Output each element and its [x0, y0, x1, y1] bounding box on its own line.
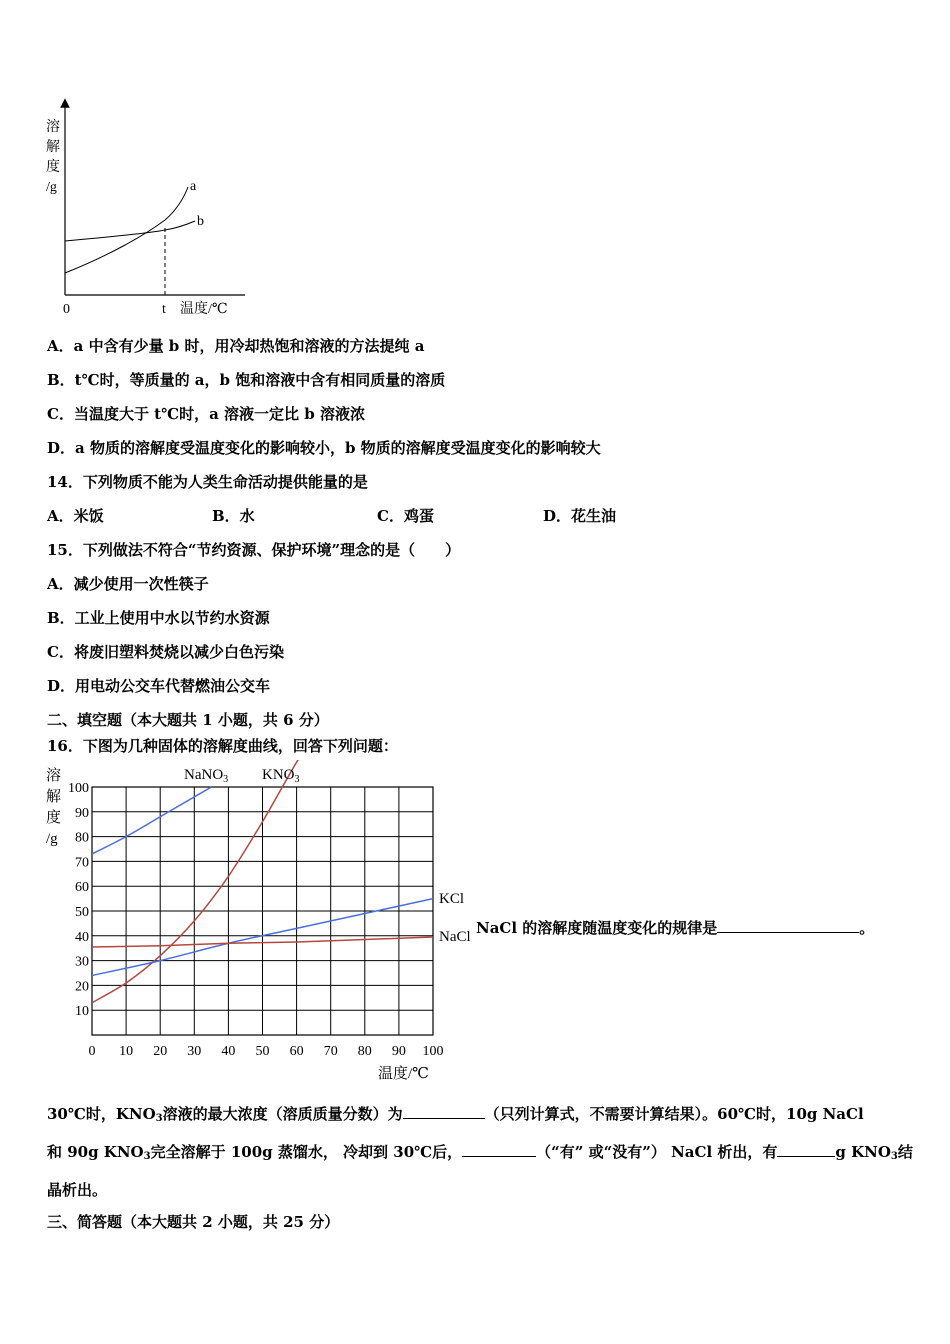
series-label-kno3	[262, 767, 300, 785]
x-tick-60: 60	[289, 1044, 304, 1059]
q13-option-c: C．当温度大于 t℃时，a 溶液一定比 b 溶液浓	[47, 405, 365, 423]
y-tick-30: 30	[75, 954, 89, 970]
q16-line-2	[47, 1142, 913, 1162]
series-label-sub: 3	[294, 774, 300, 785]
q13-option-b: B．t℃时，等质量的 a，b 饱和溶液中含有相同质量的溶质	[47, 371, 446, 389]
q15-option-d: D．用电动公交车代替燃油公交车	[47, 677, 271, 695]
fig1-ylabel-4: /g	[46, 180, 57, 195]
q16-l1-text-b: 溶液的最大浓度（溶质质量分数）为	[162, 1105, 403, 1123]
answer-blank-2[interactable]	[403, 1104, 485, 1119]
x-tick-30: 30	[187, 1044, 202, 1059]
y-tick-50: 50	[75, 905, 89, 920]
x-tick-70: 70	[323, 1044, 338, 1059]
series-kno3	[92, 760, 314, 1003]
q16-l2-sub-a: 3	[143, 1151, 151, 1162]
x-tick-50: 50	[255, 1044, 270, 1059]
y-label-char-1: 解	[46, 789, 62, 805]
curve-a	[65, 187, 188, 273]
curve-b-label: b	[197, 214, 204, 229]
series-label-main: NaCl	[439, 929, 471, 945]
q16-l2-text-c: （“有” 或“没有”） NaCl 析出，有	[536, 1143, 778, 1161]
fig1-ylabel-3: 度	[46, 160, 60, 175]
x-tick-0: 0	[88, 1044, 96, 1059]
answer-blank-1[interactable]	[717, 918, 859, 933]
q13-option-a: A．a 中含有少量 b 时，用冷却热饱和溶液的方法提纯 a	[47, 337, 425, 355]
y-tick-70: 70	[75, 855, 89, 871]
y-tick-90: 90	[75, 805, 89, 821]
solubility-chart	[40, 760, 480, 1085]
q15-option-c: C．将废旧塑料焚烧以减少白色污染	[47, 643, 284, 661]
q14-stem: 14．下列物质不能为人类生命活动提供能量的是	[47, 473, 368, 491]
x-tick-40: 40	[221, 1044, 236, 1059]
x-tick-20: 20	[153, 1044, 168, 1059]
q16-l2-text-a: 和 90g KNO	[47, 1143, 144, 1161]
fig1-origin: 0	[63, 302, 70, 317]
q14-option-b: B．水	[212, 507, 255, 525]
q16-nacl-end: 。	[859, 919, 875, 937]
series-label-nano3	[184, 767, 228, 785]
x-tick-90: 90	[391, 1044, 406, 1059]
x-tick-10: 10	[119, 1044, 134, 1059]
q14-option-a: A．米饭	[47, 507, 104, 525]
fig1-ylabel-2: 解	[46, 140, 60, 155]
y-label-char-3: /g	[46, 831, 58, 847]
series-label-main: KCl	[439, 891, 465, 907]
q16-l1-text-c: （只列计算式，不需要计算结果）。60℃时，10g NaCl	[484, 1105, 864, 1123]
y-label-char-2: 度	[46, 810, 62, 826]
y-tick-60: 60	[75, 880, 89, 896]
q16-l2-text-b: 完全溶解于 100g 蒸馏水， 冷却到 30℃后，	[150, 1143, 463, 1161]
q16-line-1	[47, 1104, 864, 1124]
q16-line-3: 晶析出。	[47, 1181, 108, 1199]
y-tick-100: 100	[68, 781, 89, 796]
y-tick-10: 10	[75, 1004, 89, 1020]
x-tick-100: 100	[422, 1044, 444, 1059]
q16-l2-sub-b: 3	[890, 1151, 898, 1162]
q16-l2-text-e: 结	[897, 1143, 913, 1161]
y-tick-80: 80	[75, 830, 89, 846]
fig1-xlabel: 温度/℃	[180, 302, 228, 317]
curve-b	[65, 221, 195, 241]
q16-nacl-text: NaCl 的溶解度随温度变化的规律是	[476, 919, 718, 937]
y-label-char-0: 溶	[46, 768, 62, 784]
q15-option-a: A．减少使用一次性筷子	[47, 575, 209, 593]
series-label-main: KNO	[262, 767, 295, 783]
q15-option-b: B．工业上使用中水以节约水资源	[47, 609, 270, 627]
fig1-t-label: t	[162, 302, 166, 317]
y-tick-40: 40	[75, 929, 89, 945]
series-label-sub: 3	[223, 774, 229, 785]
q16-stem: 16．下图为几种固体的溶解度曲线，回答下列问题：	[47, 737, 398, 755]
section-3-heading: 三、简答题（本大题共 2 小题，共 25 分）	[47, 1213, 340, 1231]
series-label-kcl	[439, 891, 464, 907]
fig1-ylabel-1: 溶	[46, 120, 60, 135]
y-tick-20: 20	[75, 979, 89, 995]
section-2-heading: 二、填空题（本大题共 1 小题，共 6 分）	[47, 711, 329, 729]
q16-l1-text-a: 30℃时，KNO	[47, 1105, 156, 1123]
figure-ab-solubility	[40, 95, 250, 325]
answer-blank-4[interactable]	[777, 1142, 835, 1157]
q15-stem: 15．下列做法不符合“节约资源、保护环境”理念的是（ ）	[47, 541, 461, 559]
x-tick-80: 80	[357, 1044, 372, 1059]
answer-blank-3[interactable]	[462, 1142, 536, 1157]
q16-l2-text-d: g KNO	[835, 1143, 891, 1161]
series-nano3	[92, 787, 211, 854]
q16-l1-sub: 3	[155, 1113, 163, 1124]
q14-option-c: C．鸡蛋	[377, 507, 434, 525]
x-axis-label: 温度/℃	[378, 1066, 429, 1082]
series-label-nacl	[439, 929, 471, 945]
series-label-main: NaNO	[184, 767, 224, 783]
q16-nacl-question	[476, 918, 874, 938]
q14-option-d: D．花生油	[543, 507, 617, 525]
curve-a-label: a	[190, 179, 197, 194]
q13-option-d: D．a 物质的溶解度受温度变化的影响较小，b 物质的溶解度受温度变化的影响较大	[47, 439, 601, 457]
